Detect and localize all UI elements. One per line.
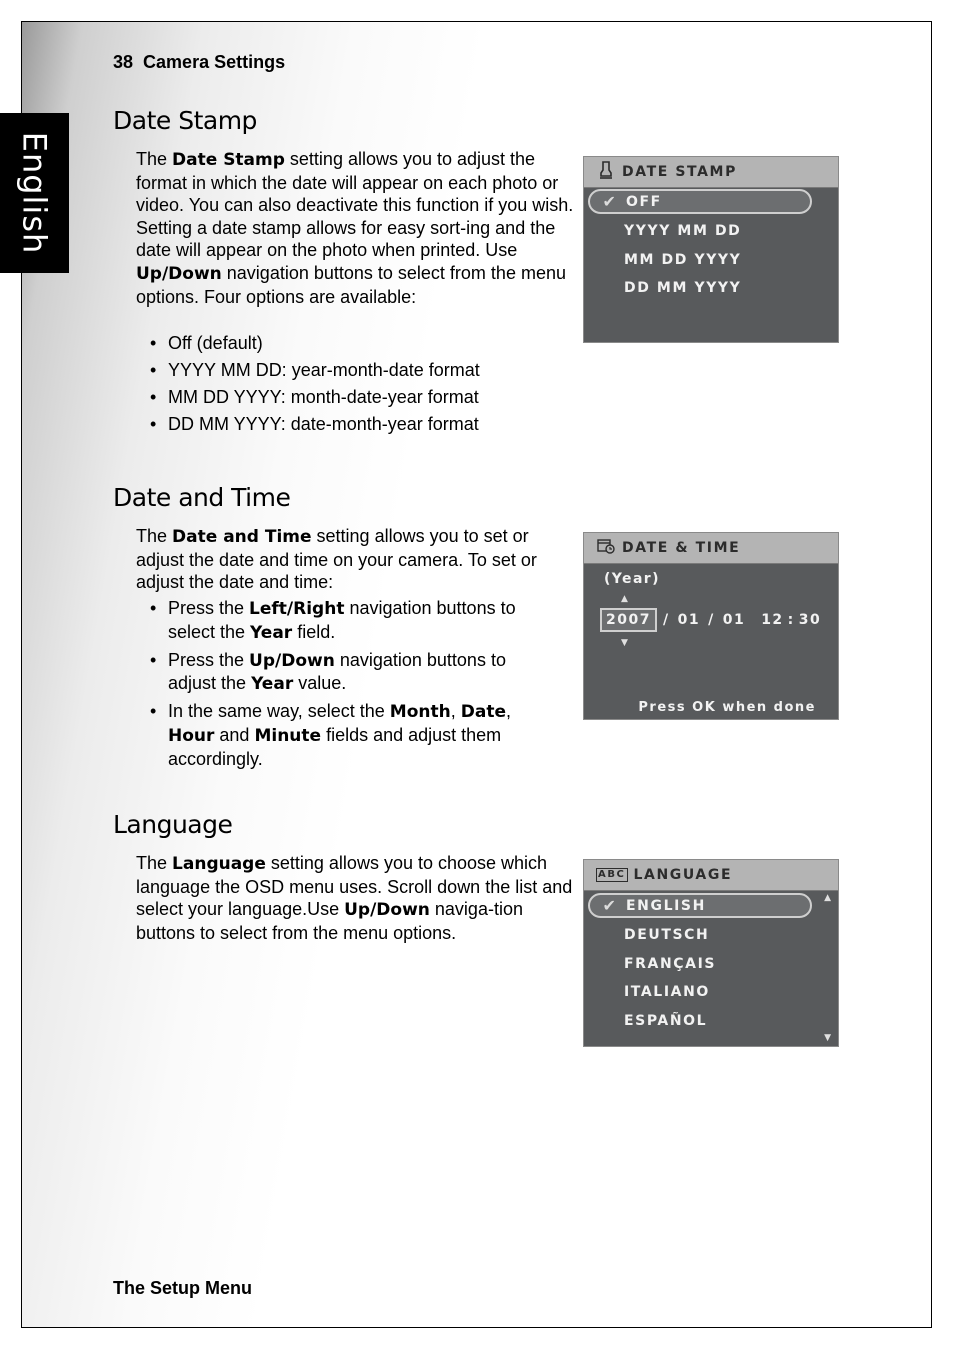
page-number: 38 xyxy=(113,52,134,72)
date-stamp-screen-titlebar xyxy=(584,157,838,188)
ok-hint: Press OK when done xyxy=(638,700,816,715)
scroll-down-icon[interactable]: ▼ xyxy=(824,1033,831,1043)
year-field[interactable]: 2007 xyxy=(600,608,657,632)
page-header xyxy=(113,52,285,73)
language-heading: Language xyxy=(113,810,233,839)
language-screen-titlebar xyxy=(584,860,838,891)
list-item: • MM DD YYYY: month-date-year format xyxy=(136,386,556,409)
time-separator: : xyxy=(787,612,795,628)
date-time-paragraph: The Date and Time setting allows you to set or adjust the date and time on your camera. To set or adjust the date and time: xyxy=(136,526,537,593)
date-time-screen-title: DATE & TIME xyxy=(622,540,741,556)
list-item: • Press the Up/Down navigation buttons to adjust the Year value. xyxy=(136,649,536,696)
minute-field[interactable]: 30 xyxy=(798,612,822,628)
calendar-clock-icon xyxy=(596,538,616,558)
language-screen-title: LANGUAGE xyxy=(633,867,733,883)
date-stamp-icon xyxy=(596,161,616,183)
language-tab-label: English xyxy=(15,131,54,255)
menu-option-yyyy-mm-dd[interactable]: YYYY MM DD xyxy=(624,222,742,239)
date-separator: / xyxy=(662,612,670,628)
abc-icon: ABC xyxy=(598,869,626,880)
list-item: • Press the Left/Right navigation buttons to select the Year field. xyxy=(136,597,536,644)
date-time-screen xyxy=(583,532,839,720)
date-stamp-options-list xyxy=(136,332,556,440)
date-time-heading: Date and Time xyxy=(113,483,291,512)
menu-option-mm-dd-yyyy[interactable]: MM DD YYYY xyxy=(624,251,742,268)
field-label: (Year) xyxy=(604,571,660,587)
menu-option-deutsch[interactable]: DEUTSCH xyxy=(624,926,710,943)
list-item: • Off (default) xyxy=(136,332,556,355)
scroll-up-icon[interactable]: ▲ xyxy=(824,893,831,903)
list-item: • DD MM YYYY: date-month-year format xyxy=(136,413,556,436)
menu-option-francais[interactable]: FRANÇAIS xyxy=(624,955,717,972)
date-stamp-screen-title: DATE STAMP xyxy=(622,164,737,180)
month-field[interactable]: 01 xyxy=(677,612,701,628)
check-icon: ✔ xyxy=(602,896,618,915)
menu-option-english[interactable]: ✔ ENGLISH xyxy=(588,893,812,918)
section-title: Camera Settings xyxy=(143,52,286,72)
check-icon: ✔ xyxy=(602,192,618,211)
date-time-screen-titlebar xyxy=(584,533,838,564)
page-footer: The Setup Menu xyxy=(113,1278,252,1298)
date-stamp-heading: Date Stamp xyxy=(113,106,257,135)
menu-option-off[interactable]: ✔ OFF xyxy=(588,189,812,214)
menu-option-dd-mm-yyyy[interactable]: DD MM YYYY xyxy=(624,279,742,296)
date-stamp-screen xyxy=(583,156,839,343)
date-separator: / xyxy=(708,612,715,628)
date-time-steps-list xyxy=(136,597,536,775)
language-screen xyxy=(583,859,839,1047)
down-arrow-icon: ▼ xyxy=(621,638,628,648)
list-item: • YYYY MM DD: year-month-date format xyxy=(136,359,556,382)
menu-option-espanol[interactable]: ESPAÑOL xyxy=(624,1012,708,1029)
language-paragraph: The Language setting allows you to choose which language the OSD menu uses. Scroll down the list and select your language.Use Up/Down naviga-tion buttons to select from the menu options. xyxy=(136,853,573,943)
hour-field[interactable]: 12 xyxy=(761,612,784,628)
language-tab xyxy=(0,113,69,273)
menu-option-italiano[interactable]: ITALIANO xyxy=(624,983,710,1000)
up-arrow-icon: ▲ xyxy=(621,594,628,604)
date-time-fields xyxy=(600,608,821,632)
date-stamp-paragraph: The Date Stamp setting allows you to adjust the format in which the date will appear on each photo or video. You can also deactivate this function if you wish. Setting a date stamp allows for easy sort-ing and the date will appear on the photo when printed. Use Up/Down navigation buttons to select from the menu options. Four options are available: xyxy=(136,149,574,307)
list-item: • In the same way, select the Month, Date, Hour and Minute fields and adjust them accordingly. xyxy=(136,700,536,770)
day-field[interactable]: 01 xyxy=(722,612,746,628)
